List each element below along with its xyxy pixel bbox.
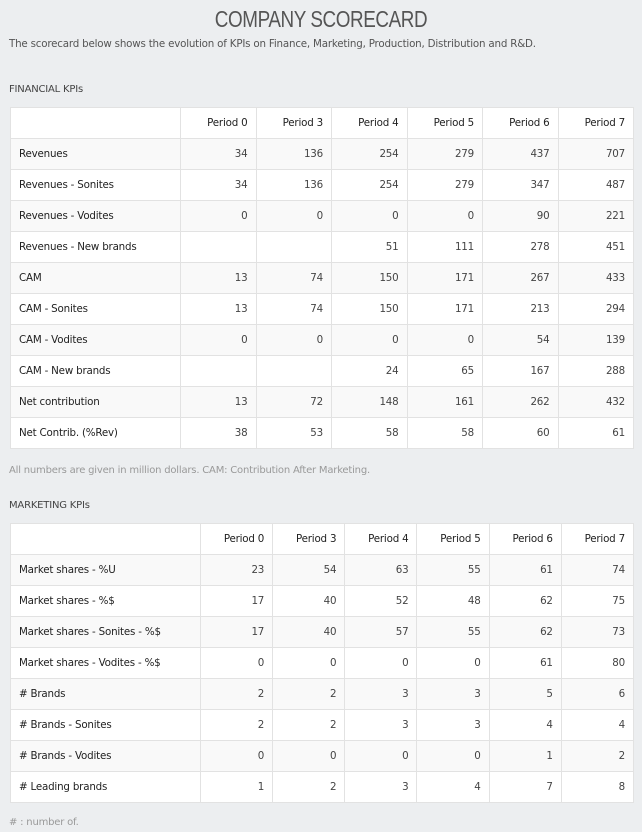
table-cell: 61 bbox=[558, 418, 634, 449]
table-cell: 171 bbox=[407, 263, 483, 294]
row-label: # Brands bbox=[11, 679, 201, 710]
table-cell: 0 bbox=[345, 648, 417, 679]
table-row bbox=[11, 555, 634, 586]
table-cell: 54 bbox=[483, 325, 559, 356]
table-cell: 150 bbox=[332, 263, 408, 294]
table-cell: 111 bbox=[407, 232, 483, 263]
table-cell: 148 bbox=[332, 387, 408, 418]
table-cell: 0 bbox=[407, 201, 483, 232]
column-header: Period 6 bbox=[489, 524, 561, 555]
table-cell: 17 bbox=[201, 617, 273, 648]
table-cell: 40 bbox=[273, 617, 345, 648]
financial-footnote: All numbers are given in million dollars. CAM: Contribution After Marketing. bbox=[9, 465, 370, 476]
marketing-kpis-table bbox=[10, 523, 634, 803]
table-cell: 24 bbox=[332, 356, 408, 387]
column-header: Period 0 bbox=[181, 108, 257, 139]
table-row bbox=[11, 772, 634, 803]
row-label: Market shares - %U bbox=[11, 555, 201, 586]
row-label: Revenues - Sonites bbox=[11, 170, 181, 201]
table-cell: 62 bbox=[489, 586, 561, 617]
table-row bbox=[11, 617, 634, 648]
page-title: COMPANY SCORECARD bbox=[214, 6, 428, 32]
table-cell: 136 bbox=[256, 170, 332, 201]
table-cell: 3 bbox=[345, 679, 417, 710]
table-cell: 167 bbox=[483, 356, 559, 387]
table-row bbox=[11, 648, 634, 679]
table-cell bbox=[256, 232, 332, 263]
column-header: Period 5 bbox=[417, 524, 489, 555]
table-cell: 347 bbox=[483, 170, 559, 201]
table-header-row bbox=[11, 108, 634, 139]
table-cell bbox=[181, 232, 257, 263]
row-label: Market shares - Vodites - %$ bbox=[11, 648, 201, 679]
column-header: Period 7 bbox=[561, 524, 633, 555]
table-cell: 55 bbox=[417, 617, 489, 648]
financial-kpis-heading: FINANCIAL KPIs bbox=[9, 84, 83, 95]
table-cell: 3 bbox=[345, 710, 417, 741]
row-label: # Brands - Vodites bbox=[11, 741, 201, 772]
table-cell: 2 bbox=[561, 741, 633, 772]
table-cell: 75 bbox=[561, 586, 633, 617]
table-cell: 40 bbox=[273, 586, 345, 617]
table-cell: 1 bbox=[489, 741, 561, 772]
row-label: # Leading brands bbox=[11, 772, 201, 803]
table-cell: 433 bbox=[558, 263, 634, 294]
table-cell: 0 bbox=[181, 201, 257, 232]
financial-kpis-table bbox=[10, 107, 634, 449]
table-cell: 4 bbox=[561, 710, 633, 741]
table-cell: 254 bbox=[332, 170, 408, 201]
table-cell: 61 bbox=[489, 555, 561, 586]
table-cell: 0 bbox=[273, 741, 345, 772]
column-header: Period 3 bbox=[256, 108, 332, 139]
table-cell: 13 bbox=[181, 263, 257, 294]
table-cell: 63 bbox=[345, 555, 417, 586]
table-cell: 262 bbox=[483, 387, 559, 418]
table-cell: 51 bbox=[332, 232, 408, 263]
column-header: Period 0 bbox=[201, 524, 273, 555]
table-cell: 139 bbox=[558, 325, 634, 356]
table-cell: 2 bbox=[273, 772, 345, 803]
row-label: Revenues - Vodites bbox=[11, 201, 181, 232]
marketing-footnote: # : number of. bbox=[9, 817, 79, 828]
table-cell: 13 bbox=[181, 387, 257, 418]
table-cell: 294 bbox=[558, 294, 634, 325]
table-cell: 2 bbox=[273, 710, 345, 741]
table-cell: 73 bbox=[561, 617, 633, 648]
table-row bbox=[11, 679, 634, 710]
table-cell: 279 bbox=[407, 139, 483, 170]
table-cell: 65 bbox=[407, 356, 483, 387]
column-header: Period 4 bbox=[332, 108, 408, 139]
table-cell: 8 bbox=[561, 772, 633, 803]
table-row bbox=[11, 325, 634, 356]
table-cell: 2 bbox=[201, 710, 273, 741]
table-cell: 0 bbox=[417, 741, 489, 772]
table-cell: 62 bbox=[489, 617, 561, 648]
table-cell: 55 bbox=[417, 555, 489, 586]
table-cell: 213 bbox=[483, 294, 559, 325]
row-label: Market shares - Sonites - %$ bbox=[11, 617, 201, 648]
table-row bbox=[11, 170, 634, 201]
table-cell: 2 bbox=[273, 679, 345, 710]
table-cell: 2 bbox=[201, 679, 273, 710]
table-row bbox=[11, 418, 634, 449]
table-cell: 74 bbox=[256, 294, 332, 325]
table-cell: 60 bbox=[483, 418, 559, 449]
table-cell bbox=[181, 356, 257, 387]
table-cell: 171 bbox=[407, 294, 483, 325]
header-corner-cell bbox=[11, 524, 201, 555]
table-cell: 4 bbox=[417, 772, 489, 803]
row-label: CAM bbox=[11, 263, 181, 294]
page-subtitle: The scorecard below shows the evolution of KPIs on Finance, Marketing, Production, Distribution and R&D. bbox=[9, 38, 536, 50]
column-header: Period 7 bbox=[558, 108, 634, 139]
table-cell: 54 bbox=[273, 555, 345, 586]
table-row bbox=[11, 139, 634, 170]
table-cell: 136 bbox=[256, 139, 332, 170]
table-row bbox=[11, 201, 634, 232]
table-row bbox=[11, 294, 634, 325]
table-cell: 34 bbox=[181, 139, 257, 170]
table-row bbox=[11, 263, 634, 294]
table-cell: 6 bbox=[561, 679, 633, 710]
table-header-row bbox=[11, 524, 634, 555]
table-cell: 1 bbox=[201, 772, 273, 803]
table-row bbox=[11, 387, 634, 418]
column-header: Period 4 bbox=[345, 524, 417, 555]
table-cell: 48 bbox=[417, 586, 489, 617]
table-cell: 221 bbox=[558, 201, 634, 232]
table-cell: 80 bbox=[561, 648, 633, 679]
table-cell: 278 bbox=[483, 232, 559, 263]
row-label: # Brands - Sonites bbox=[11, 710, 201, 741]
header-corner-cell bbox=[11, 108, 181, 139]
table-cell: 451 bbox=[558, 232, 634, 263]
table-cell: 0 bbox=[256, 325, 332, 356]
row-label: Revenues - New brands bbox=[11, 232, 181, 263]
table-cell: 279 bbox=[407, 170, 483, 201]
table-cell: 3 bbox=[345, 772, 417, 803]
table-cell: 52 bbox=[345, 586, 417, 617]
table-row bbox=[11, 710, 634, 741]
table-cell: 0 bbox=[345, 741, 417, 772]
table-cell: 3 bbox=[417, 679, 489, 710]
table-cell: 0 bbox=[332, 325, 408, 356]
table-cell: 150 bbox=[332, 294, 408, 325]
table-cell: 90 bbox=[483, 201, 559, 232]
table-row bbox=[11, 741, 634, 772]
table-cell: 74 bbox=[561, 555, 633, 586]
column-header: Period 6 bbox=[483, 108, 559, 139]
row-label: Net contribution bbox=[11, 387, 181, 418]
table-cell: 61 bbox=[489, 648, 561, 679]
table-cell: 13 bbox=[181, 294, 257, 325]
table-cell: 0 bbox=[332, 201, 408, 232]
table-cell: 267 bbox=[483, 263, 559, 294]
table-cell: 38 bbox=[181, 418, 257, 449]
table-cell: 487 bbox=[558, 170, 634, 201]
table-cell: 53 bbox=[256, 418, 332, 449]
row-label: Net Contrib. (%Rev) bbox=[11, 418, 181, 449]
table-cell: 74 bbox=[256, 263, 332, 294]
table-cell: 161 bbox=[407, 387, 483, 418]
table-cell: 17 bbox=[201, 586, 273, 617]
table-cell: 57 bbox=[345, 617, 417, 648]
table-cell: 0 bbox=[181, 325, 257, 356]
row-label: CAM - New brands bbox=[11, 356, 181, 387]
table-row bbox=[11, 232, 634, 263]
table-cell: 34 bbox=[181, 170, 257, 201]
table-cell: 23 bbox=[201, 555, 273, 586]
table-cell: 72 bbox=[256, 387, 332, 418]
row-label: Market shares - %$ bbox=[11, 586, 201, 617]
table-cell: 58 bbox=[407, 418, 483, 449]
table-cell: 437 bbox=[483, 139, 559, 170]
row-label: CAM - Sonites bbox=[11, 294, 181, 325]
table-cell: 288 bbox=[558, 356, 634, 387]
table-cell bbox=[256, 356, 332, 387]
table-cell: 0 bbox=[407, 325, 483, 356]
table-cell: 0 bbox=[273, 648, 345, 679]
column-header: Period 3 bbox=[273, 524, 345, 555]
table-cell: 707 bbox=[558, 139, 634, 170]
table-cell: 7 bbox=[489, 772, 561, 803]
row-label: Revenues bbox=[11, 139, 181, 170]
table-cell: 3 bbox=[417, 710, 489, 741]
table-row bbox=[11, 586, 634, 617]
marketing-kpis-heading: MARKETING KPIs bbox=[9, 500, 90, 511]
table-cell: 0 bbox=[201, 741, 273, 772]
table-cell: 58 bbox=[332, 418, 408, 449]
table-cell: 5 bbox=[489, 679, 561, 710]
column-header: Period 5 bbox=[407, 108, 483, 139]
table-cell: 0 bbox=[201, 648, 273, 679]
row-label: CAM - Vodites bbox=[11, 325, 181, 356]
table-cell: 0 bbox=[417, 648, 489, 679]
table-row bbox=[11, 356, 634, 387]
table-cell: 0 bbox=[256, 201, 332, 232]
table-cell: 254 bbox=[332, 139, 408, 170]
table-cell: 432 bbox=[558, 387, 634, 418]
table-cell: 4 bbox=[489, 710, 561, 741]
